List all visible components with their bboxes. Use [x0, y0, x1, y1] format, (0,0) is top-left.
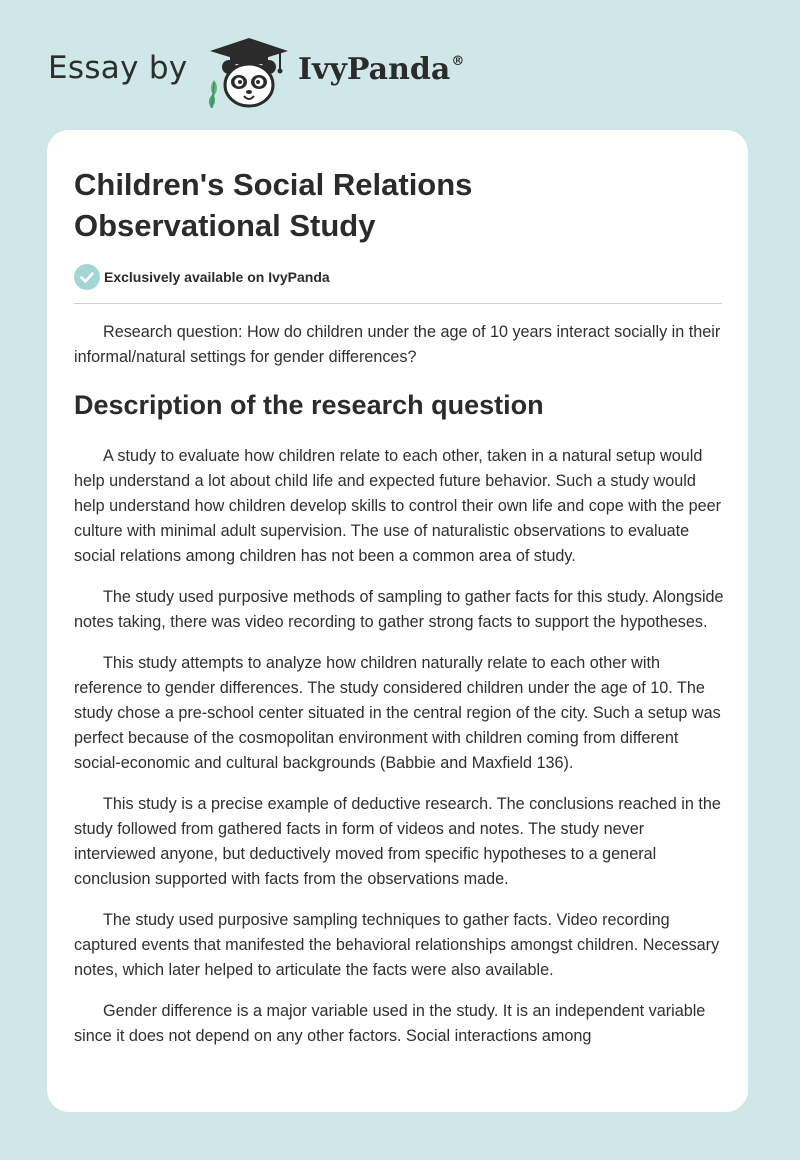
- essay-body: [74, 320, 727, 1065]
- paragraph: This study is a precise example of deductive research. The conclusions reached in the study followed from gathered facts in form of videos and notes. The study never interviewed anyone, but deductively moved from specific hypotheses to a general conclusion supported with facts from the observations made.: [74, 795, 721, 888]
- essay-card: [47, 130, 748, 1112]
- paragraph: The study used purposive sampling techniques to gather facts. Video recording captured events that manifested the behavioral relationships amongst children. Necessary notes, which later helped to articulate the facts were also available.: [74, 911, 720, 979]
- paragraph: Gender difference is a major variable used in the study. It is an independent variable since it does not depend on any other factors. Social interactions among: [74, 1002, 706, 1045]
- badge-text: Exclusively available on IvyPanda: [104, 269, 330, 285]
- site-header: [48, 36, 548, 116]
- paragraph: This study attempts to analyze how children naturally relate to each other with reference to gender differences. The study considered children under the age of 10. The study chose a pre-school center situated in the central region of the city. Such a setup was perfect because of the cosmopolitan environment with children coming from different social-economic and cultural backgrounds (Babbie and Maxfield 136).: [74, 654, 721, 772]
- page-title: Children's Social Relations Observational Study: [74, 167, 473, 243]
- paragraph: The study used purposive methods of sampling to gather facts for this study. Alongside notes taking, there was video recording to gather strong facts to support the hypotheses.: [74, 588, 724, 631]
- registered-mark: ®: [451, 54, 465, 69]
- section-heading: Description of the research question: [74, 390, 544, 420]
- paragraph: A study to evaluate how children relate to each other, taken in a natural setup would help understand a lot about child life and expected future behavior. Such a study would help understand how children develop skills to control their own life and cope with the peer culture with minimal adult supervision. The use of naturalistic observations to evaluate social relations among children has not been a common area of study.: [74, 447, 721, 565]
- brand-prefix: Essay by: [48, 50, 188, 86]
- brand-name[interactable]: IvyPanda®: [298, 52, 465, 87]
- panda-graduate-logo-icon[interactable]: [204, 36, 294, 110]
- intro-paragraph: Research question: How do children under the age of 10 years interact socially in their informal/natural settings for gender differences?: [74, 323, 721, 366]
- divider: [74, 303, 722, 304]
- check-circle-icon: [74, 264, 100, 290]
